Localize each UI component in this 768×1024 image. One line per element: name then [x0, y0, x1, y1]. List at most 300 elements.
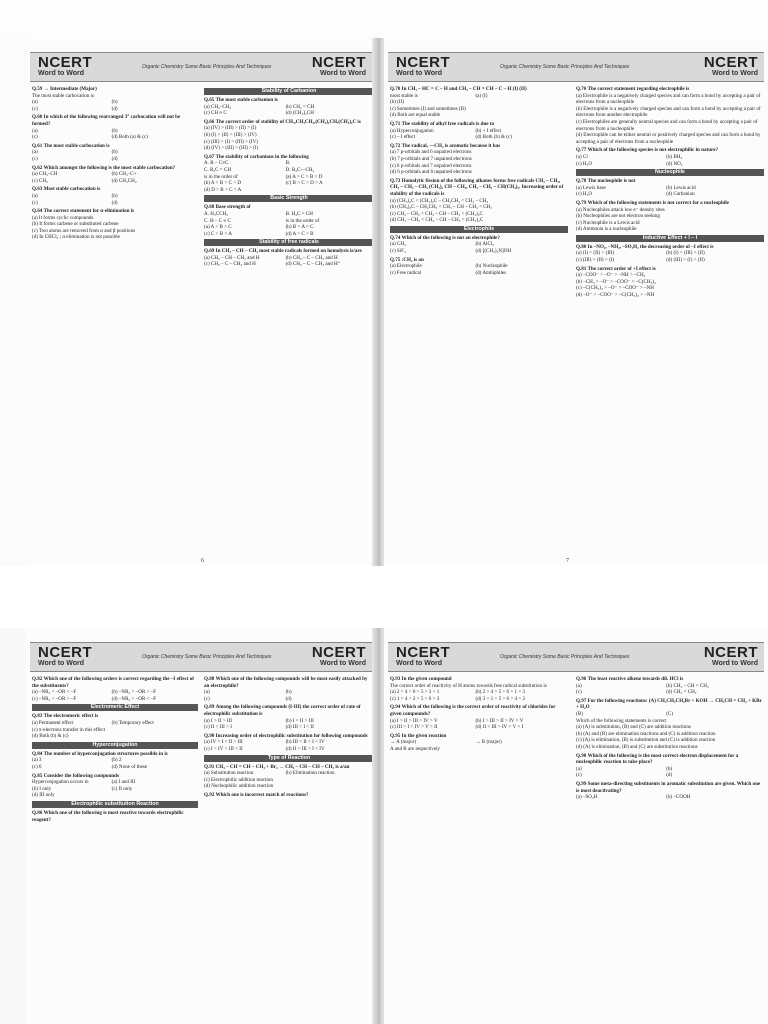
answer-option: (c) B > C > D > A [285, 180, 323, 187]
answer-option: (a) –COO⁻ > –O⁻ > –NH > –CH₃ [576, 272, 646, 279]
question-number: Q.77 [576, 147, 587, 154]
answer-option: (c) Sometimes (I) and sometimes (II) [390, 105, 466, 112]
answer-option: (b) I > III > II > IV > V [475, 717, 524, 724]
answer-option: (a) A > C > B > D [285, 173, 323, 180]
question-number: Q.90 [204, 732, 215, 739]
answer-option: (c) [204, 695, 210, 702]
answer-option: (c) [32, 199, 38, 206]
answer-option: Which of the following statements is correct [576, 717, 667, 724]
answer-option: (b) CH₃–C+ [111, 171, 137, 178]
answer-option: (d) Both are equal stable [390, 112, 441, 119]
answer-option: (b) Electrophile is a negatively charged species and can form a bond by accepting a pair of electrons from another electrophile [576, 105, 761, 119]
question-text: Which one of the following is most reactive towards electrophilic reagent? [32, 809, 184, 823]
question [204, 676, 374, 702]
question [390, 676, 568, 702]
answer-option: (a) Electrophile [390, 263, 422, 270]
question-text: Which one of the following compounds will be most easily attacked by an electrophile? [204, 676, 368, 689]
answer-option: (b) [111, 127, 118, 134]
question-number: Q.75 [390, 256, 401, 263]
answer-option: (a) CH₃ – CH – CH₂ and H [204, 254, 260, 261]
answer-option: (d) CH₂ = CH₂ [666, 689, 697, 696]
answer-option: (b) CH₃ – C – CH₃ and H [285, 254, 338, 261]
answer-option: (a) [32, 192, 38, 199]
question [390, 121, 568, 141]
answer-option: (a) (I) > (II) > (III) [576, 250, 615, 257]
answer-option: (b) III < II < I < IV [285, 739, 325, 746]
answer-option: (a) (A) is substitution, (B) and (C) are addition reactions [576, 724, 691, 731]
answer-option: (c) – I effect [390, 134, 416, 141]
answer-option: (d) D > B > C > A [204, 186, 242, 193]
answer-option: (b) (II) [390, 99, 404, 106]
ncert-logo-right: NCERT Word to Word [703, 54, 758, 77]
answer-option: (d) CH₃ – CH₂ < CH₃ – CH – CH₃ < (CH₃)₂C [390, 217, 484, 224]
answer-option: (d) Carbanion [666, 191, 695, 198]
answer-option: (c) [32, 155, 38, 162]
answer-option: (a) CH₂–CH₃ [204, 103, 232, 110]
answer-option: (c) CH₃ – CH₂ < CH₃ – CH – CH₃ < (CH₃)₃C [390, 210, 483, 217]
question [32, 86, 198, 112]
column-left [390, 676, 568, 1024]
question-number: Q.65 [204, 97, 215, 103]
answer-option: (c) C > B > A [204, 230, 232, 237]
answer-option: (a) I and III [111, 779, 136, 786]
answer-option: (b) + I effect [475, 127, 502, 134]
answer-option: (d) [666, 772, 673, 779]
answer-option: (d) II > III > IV > V > I [475, 724, 524, 731]
question-number: Q.73 [390, 177, 401, 184]
answer-option: (d) 3 > 1 > 5 > 6 > 4 > 2 [475, 695, 526, 702]
answer-option: (a) CH₃–CH [32, 171, 58, 178]
page-header [30, 52, 372, 82]
answer-option: (d) [(CH₃)₃N]OH [475, 248, 512, 255]
answer-option: (a) Substitution reaction [204, 770, 254, 777]
question-number: Q.93 [390, 676, 401, 682]
answer-option: C. H – C ≡ C [204, 217, 231, 224]
answer-option: (a) 2 > 4 > 6 > 5 > 3 > 1 [390, 689, 440, 696]
answer-option: (d) [111, 155, 118, 162]
answer-option: (a) [576, 765, 582, 772]
question-text: In CH₃ – CH – CH₃ most stable radicals formed on homolysis is/are [215, 248, 362, 255]
answer-option: (b) It forms carbene or substituted carbene [32, 221, 119, 228]
answer-option: (b) I only [32, 785, 52, 792]
answer-option: (b) AlCl₃ [475, 241, 495, 248]
answer-option: (c) Electrophiles are generally neutral species and can form a bond by accepting a pair of electrons from a nucleophile [576, 118, 758, 132]
answer-option: is in the order of [285, 217, 320, 224]
answer-option: (d) (III) > (I) > (II) [666, 257, 705, 264]
section-heading: Hyperconjugation [32, 742, 198, 749]
answer-option: most stable is [390, 92, 418, 99]
question-number: Q.78 [576, 178, 587, 185]
question [390, 86, 568, 119]
answer-option: (b) Elimination reaction [285, 770, 335, 777]
answer-option: (b) (CH₃)₃C – CH₂CH₃ < CH₃ – CH – CH₃ < CH₃ [390, 204, 493, 211]
answer-option: (c) H₃O [576, 191, 593, 198]
column-right [576, 86, 764, 552]
answer-option: (d) Both (b) & (c) [32, 733, 69, 740]
question-text: In which of the following rearranged 3° carbocation will not be formed? [32, 114, 181, 127]
question-text: In the given compound [401, 676, 452, 682]
answer-option: B. [285, 160, 291, 167]
answer-option: (c) [32, 134, 38, 141]
section-heading: Inductive Effect + I – I [576, 235, 764, 242]
answer-option: (a) I > II > III > IV > V [390, 717, 438, 724]
answer-option: (d) [111, 105, 118, 112]
header-title: Organic Chemistry Some Basic Principles And Techniques [500, 654, 630, 660]
question-text: Consider the following compounds [43, 772, 119, 779]
page-header [388, 642, 764, 672]
question-text: Some meta-directing substituents in aromatic substitution are given. Which one is most deactivating? [576, 780, 761, 794]
question [390, 143, 568, 176]
page-header [388, 52, 764, 82]
answer-option: (d) Both (b) & (c) [475, 134, 512, 141]
answer-option: (c) Two atoms are removed from α and β positions [32, 227, 136, 234]
question-text: The stability of carbanions in the following [215, 153, 309, 160]
question [32, 751, 198, 771]
question [32, 186, 198, 206]
question [204, 764, 374, 790]
question-text: Which of the following is not an electrophile? [401, 234, 500, 241]
question [32, 676, 198, 702]
question [576, 200, 764, 233]
question-text: Which of the following is the correct order of reactivity of chlorides for given compounds? [390, 704, 556, 717]
question [32, 810, 198, 823]
answer-option: C. R₂C = CH [204, 166, 232, 173]
answer-option: (c) CH₃ [32, 177, 48, 184]
question-number: Q.67 [204, 153, 215, 160]
answer-option: (d) –O⁻ > –COO⁻ > –C(CH₃)₃ > –NH [576, 292, 655, 299]
answer-option: (a) Electrophile is a negatively charged species and can form a bond by accepting a pair of electrons from a nucleophile [576, 92, 761, 106]
ncert-logo-right: NCERT Word to Word [311, 644, 366, 667]
question [576, 676, 764, 696]
answer-option: (d) [111, 199, 118, 206]
question-number: Q.85 [32, 772, 43, 779]
question [576, 86, 764, 145]
answer-option: (b) 2 [111, 757, 122, 764]
answer-option: (a) Lewis base [576, 184, 606, 191]
answer-option: (b) [111, 192, 118, 199]
column-left [32, 676, 198, 1024]
answer-option: (b) B > A > C [285, 224, 314, 231]
question [32, 773, 198, 799]
ncert-logo: NCERT Word to Word [396, 54, 451, 77]
answer-option: (b) Temporary effect [111, 719, 154, 726]
answer-option: (d) Electrophile can be either neutral or positively charged species and can form a bond by accepting a pair of electrons from a nucleophile [576, 132, 761, 145]
answer-option: (a) 7 p-orbitals and 6 unpaired electrons [390, 149, 472, 156]
question-text: :CH₂ is an [401, 256, 424, 263]
answer-option: (b) [111, 99, 118, 106]
column-right [576, 676, 764, 1024]
page-7 [384, 38, 768, 566]
answer-option: (b) [111, 149, 118, 156]
answer-option: (c) (A) is elimination, (B) is substitution and (C) is addition reaction [576, 737, 716, 744]
page-number: 7 [566, 558, 569, 564]
answer-option: (a) Cl [576, 153, 588, 160]
answer-option: (c) 6 [32, 763, 42, 770]
question-text: In –NO₂, –NH₂, –SO₃H₂ the decreasing order of –I effect is [587, 243, 714, 250]
answer-option: (c) CH₃ – C – CH₃ and H [204, 261, 256, 268]
answer-option: (c) II only [111, 785, 133, 792]
question-number: Q.82 [32, 676, 43, 682]
ncert-logo: NCERT Word to Word [396, 644, 451, 667]
question [576, 178, 764, 198]
answer-option: (c) 6 p-orbitals and 7 unpaired electrons [390, 162, 472, 169]
answer-option: (c) –NR₂ < –OR > –F [32, 695, 77, 702]
answer-option: (a) Permanent effect [32, 719, 74, 726]
question-text: The most stable carbocation is [43, 142, 110, 149]
question-number: Q.80 [576, 243, 587, 250]
section-heading: Stability of free radicals [204, 239, 374, 246]
page-9 [384, 628, 768, 1024]
answer-option: (a) (IV) > (III) > (II) > (I) [204, 125, 257, 132]
answer-option: (d) –NR₂ > –OR < –F [111, 695, 157, 702]
question-number: Q.98 [576, 752, 587, 759]
question-text: The number of hyperconjugation structures possible in is [43, 750, 168, 757]
answer-option: (c) (III) > (I) > (III) > (IV) [204, 138, 259, 145]
answer-option: (b) Nucleophile [475, 263, 508, 270]
question-text: The electromeric effect is [43, 713, 99, 720]
question-text: The radical, —CH₂ is aromatic because it has [401, 142, 501, 149]
question-text: Which one is incorrect match of reactions? [215, 791, 309, 798]
question-number: Q.88 [204, 676, 215, 682]
column-right [204, 86, 374, 552]
answer-option: The correct order of reactivity of H atoms towards free radical substitution is [390, 682, 547, 689]
question-text: The correct order of stability of CH₃,CH₃CH₂,(CH₃)₂CH,(CH₃)₃C is [215, 118, 361, 125]
question [204, 792, 374, 799]
question-number: Q.95 [390, 732, 401, 739]
question-text: For the following reactions: (A) CH₃CH₂CH₂Br + KOH → CH₃CH = CH₂ + KBr + H₂O [576, 697, 762, 711]
section-heading: Stability of Carbanion [204, 88, 374, 95]
question-number: Q.61 [32, 142, 43, 149]
answer-option: (c) H₃O [576, 160, 593, 167]
ncert-logo: NCERT Word to Word [38, 54, 93, 77]
answer-option: (c) [32, 105, 38, 112]
answer-option: (c) III > I > IV > V > II [390, 724, 438, 731]
question-number: Q.60 [32, 114, 43, 121]
answer-option: (c) Electrophilic addition reaction [204, 776, 273, 783]
answer-option: (b) CH₂ = CH [285, 103, 315, 110]
question [32, 114, 198, 140]
question-text: Which of the following species is not electrophilic in nature? [587, 147, 719, 154]
answer-option: (b) 2 > 4 > 5 > 6 > 1 > 3 [475, 689, 526, 696]
section-heading: Electromeric Effect [32, 704, 198, 711]
answer-option: (a) (I) [475, 92, 488, 99]
question-text: Most stable carbocation is [43, 186, 101, 193]
question [576, 781, 764, 801]
question-text: Which of the following is the most correct electron displacement for a nucleophilic reaction to take place? [576, 752, 739, 766]
answer-option: (a) [32, 149, 38, 156]
answer-option: (d) CH₃ – C – CH₃ and H⁺ [285, 261, 341, 268]
question-number: Q.97 [576, 697, 587, 704]
answer-option: (b) –COOH [666, 794, 691, 801]
answer-option: (b) Lewis acid [666, 184, 696, 191]
question [204, 733, 374, 753]
answer-option: (a) [204, 689, 210, 696]
answer-option: (d) Nucleophilic addition reaction [204, 783, 274, 790]
question [32, 713, 198, 739]
answer-option: (c) 1 > 4 > 2 > 5 > 6 > 3 [390, 695, 440, 702]
answer-option: (a) [576, 682, 582, 689]
question-number: Q.99 [576, 780, 587, 787]
question [390, 235, 568, 255]
question-text: The stability of alkyl free radicals is due to [401, 120, 495, 127]
answer-option: (b) (I) > (II) > (III) > (IV) [204, 131, 257, 138]
answer-option: (a) [32, 127, 38, 134]
question-number: Q.76 [576, 86, 587, 92]
question [32, 165, 198, 185]
answer-option: (b) [285, 689, 292, 696]
answer-option: (d) 6 p-orbitals and 6 unpaired electrons [390, 169, 472, 176]
answer-option: (c) I < IV < III < II [204, 745, 243, 752]
answer-option: (d) III < I < II [285, 724, 314, 731]
question-number: Q.59 [32, 86, 43, 92]
question-number: Q.81 [576, 265, 587, 272]
question-text: Which of the following statements is not correct for a nucleophile [587, 199, 729, 206]
answer-option: → A (major) [390, 739, 417, 746]
answer-option: (a) A > B > C [204, 224, 232, 231]
question-text: The correct statement for α-elimination is [43, 208, 135, 215]
question [204, 248, 374, 268]
question [390, 733, 568, 753]
answer-option: D. R₃C—CH₂ [285, 166, 315, 173]
question-number: Q.72 [390, 142, 401, 149]
question-number: Q.64 [32, 208, 43, 215]
answer-option: (a) 3 [32, 757, 42, 764]
answer-option: (b) A > B > C > D [204, 180, 242, 187]
question-number: Q.86 [32, 809, 43, 816]
answer-option: → B (major) [475, 739, 502, 746]
question-number: Q.69 [204, 248, 215, 255]
question-text: CH₃ – CH = CH – CH₃ + Br₂ → CH₃ – CH – CH – CH₃ is a/an [215, 763, 350, 770]
answer-option: (b) –CH₃ > –O⁻ > –COO⁻ > –C(CH₃)₃ [576, 278, 656, 285]
ncert-logo-right: NCERT Word to Word [703, 644, 758, 667]
answer-option: (c) Nucleophile is a Lewis acid [576, 219, 640, 226]
page-header [30, 642, 372, 672]
question [204, 154, 374, 194]
question-number: Q.79 [576, 199, 587, 206]
question [32, 208, 198, 241]
question-number: Q.71 [390, 120, 401, 127]
answer-option: (d) CH₃CH₂ [111, 177, 137, 184]
answer-option: (c) [576, 689, 582, 696]
question [576, 266, 764, 299]
answer-option: (a) –NR₂ < –OR < –F [32, 689, 77, 696]
question-text: → Intermediate (Major) [43, 86, 97, 92]
question-text: Which one of the following orders is correct regarding the –I effect of the substituents? [32, 676, 194, 689]
question [576, 753, 764, 779]
answer-option: The most stable carbocation is [32, 92, 94, 99]
answer-option: (a) –SO₃H [576, 794, 598, 801]
answer-option: (d) None of these [111, 763, 148, 770]
answer-option: (b) I = II > III [285, 717, 314, 724]
column-left [32, 86, 198, 552]
question [390, 257, 568, 277]
answer-option: (d) (CH₃)₂CH [285, 110, 314, 117]
answer-option: (d) (A) is elimination, (B) and (C) are substitution reactions [576, 743, 698, 750]
answer-option: B. H₂C = CH [285, 210, 313, 217]
question-number: Q.84 [32, 750, 43, 757]
answer-option: (d) III only [32, 792, 55, 799]
question-text: The nucleophile is not [587, 178, 636, 185]
answer-option: (b) BH₃ [666, 153, 683, 160]
question-text: Base strength of [215, 204, 251, 211]
answer-option: (d) II < III < I < IV [285, 745, 325, 752]
question-number: Q.66 [204, 118, 215, 125]
question-text: Homolytic fission of the following alkanes forms free radicals CH₃ – CH₃, CH₃ – CH₂ – CH₃ (CH₃)₂ CH – CH₃, CH₃ – CH₂ – CH(CH₃)₂. Increasing order of stability of the radicals is [390, 177, 564, 197]
question [576, 244, 764, 264]
question-text: The correct statement regarding electrophile is [587, 86, 690, 92]
question-number: Q.74 [390, 234, 401, 241]
question [576, 147, 764, 167]
column-right [204, 676, 374, 1024]
answer-option: (c) SiF₄ [390, 248, 406, 255]
question-text: The correct order of +I effect is [587, 265, 656, 272]
question [204, 704, 374, 730]
question-text: Among the following compounds (I-III) the correct order of rate of electrophilic substitution is [204, 704, 361, 717]
answer-option: (b) [666, 765, 673, 772]
answer-option: (b) (I) > (III) > (II) [666, 250, 705, 257]
answer-option: (c) Free radical [390, 269, 422, 276]
answer-option: (b) CH₃ – CH = CH₂ [666, 682, 709, 689]
answer-option: is in the order of [204, 173, 238, 180]
answer-option: (a) Nucleophiles attack low e⁻ density sites [576, 206, 665, 213]
section-heading: Basic Strength [204, 195, 374, 202]
question-number: Q.94 [390, 704, 401, 711]
answer-option: (c) (III) > (II) > (I) [576, 257, 615, 264]
page-8 [26, 628, 376, 1024]
answer-option: A. H₃CCH₂ [204, 210, 228, 217]
answer-option: (d) Both (a) & (c) [111, 134, 148, 141]
answer-option: (c) –C(CH₃)₃ > –O⁻ > –COO⁻ > –NH [576, 285, 654, 292]
answer-option: (c) CH ≡ C [204, 110, 227, 117]
answer-option: (b) 7 p-orbitals and 7 unpaired electrons [390, 155, 472, 162]
question-text: The most stable carbanion is [215, 97, 278, 103]
question-number: Q.89 [204, 704, 215, 711]
question-text: In CH₃ – HC = C – H and CH₃ – CH = CH – C – H (I) (II) [401, 86, 527, 92]
question-number: Q.62 [32, 164, 43, 171]
header-title: Organic Chemistry Some Basic Principles And Techniques [142, 64, 272, 70]
bottom-spread [0, 628, 768, 1024]
answer-option: Hyperconjugation occurs in [32, 779, 89, 786]
page-number: 6 [201, 558, 204, 564]
answer-option: (d) Ammonia is a nucleophile [576, 226, 637, 233]
question [204, 97, 374, 117]
answer-option: (c) [576, 772, 582, 779]
section-heading: Type of Reaction [204, 755, 374, 762]
answer-option: (b) (A) and (B) are elimination reactions and (C) is addition reaction [576, 730, 716, 737]
section-heading: Nucleophile [576, 169, 764, 176]
question [576, 698, 764, 751]
answer-option: (d) Ambiphiles [475, 269, 507, 276]
answer-option: (d) [285, 695, 292, 702]
question [32, 143, 198, 163]
answer-option: (a) CH₃ [390, 241, 406, 248]
answer-option: (a) It forms cyclic compounds [32, 214, 94, 221]
answer-option: A. R – C≡C [204, 160, 229, 167]
answer-option: (d) In CHCl₃ ; α elimination is not possible [32, 234, 120, 241]
answer-option: (d) A > C > B [285, 230, 314, 237]
column-left [390, 86, 568, 552]
question [204, 119, 374, 152]
ncert-logo-right: NCERT Word to Word [311, 54, 366, 77]
question-text: Increasing order of electrophilic substitution for following compounds [215, 732, 368, 739]
answer-option: (a) IV < I < II < III [204, 739, 243, 746]
header-title: Organic Chemistry Some Basic Principles And Techniques [142, 654, 272, 660]
answer-option: (b) –NR₂ > –OR > –F [111, 689, 157, 696]
question-number: Q.63 [32, 186, 43, 193]
answer-option: (a) Hyperconjugation [390, 127, 434, 134]
question-text: Which amongst the following is the most stable carbocation? [43, 164, 176, 171]
question-number: Q.83 [32, 713, 43, 720]
